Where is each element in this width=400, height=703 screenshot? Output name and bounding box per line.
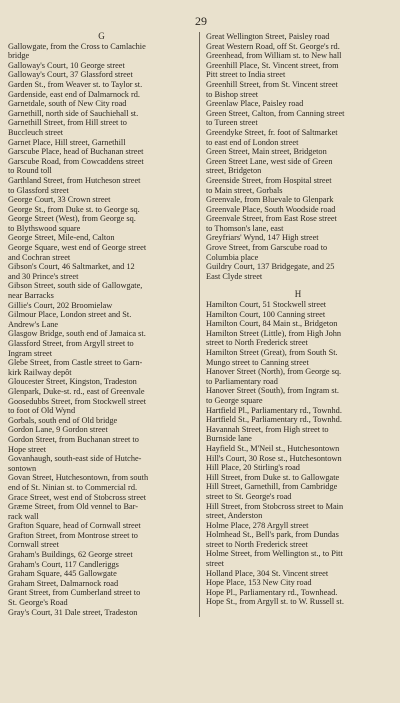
directory-entry: [206, 300, 390, 310]
directory-entry: [206, 233, 390, 243]
entry-line: Gordon Street, from Buchanan street to: [8, 434, 139, 444]
entry-line: Grant Street, from Cumberland street to: [8, 588, 141, 598]
entry-line: Greendyke Street, fr. foot of Saltmarket: [206, 127, 338, 137]
entry-line: Graham Square, 445 Gallowgate: [8, 569, 117, 579]
entry-line: Graham Street, Dalmarnock road: [8, 578, 119, 588]
directory-entry: [206, 147, 390, 157]
entry-line: Hill Street, Garnethill, from Cambridge: [206, 482, 338, 492]
entry-continuation: to Parliamentary road: [206, 376, 278, 386]
entry-continuation: to George square: [206, 395, 263, 405]
section-letter-h: H: [294, 289, 302, 300]
entry-continuation: bridge: [8, 51, 30, 61]
directory-entry: [8, 157, 195, 176]
directory-entry: [8, 339, 195, 358]
directory-entry: [206, 80, 390, 99]
entry-continuation: East Clyde street: [206, 271, 263, 281]
directory-entry: [8, 608, 195, 618]
entry-continuation: Andrew's Lane: [8, 319, 59, 329]
entry-line: Garnetdale, south of New City road: [8, 99, 127, 109]
entry-line: Gordon Lane, 9 Gordon street: [8, 425, 108, 435]
entry-line: Hope St., from Argyll st. to W. Russell st.: [206, 597, 344, 607]
directory-entry: [206, 415, 390, 425]
entry-line: Hamilton Street (Great), from South St.: [206, 348, 338, 357]
entry-line: Greenlaw Place, Paisley road: [206, 99, 304, 109]
entry-line: Hamilton Street (Little), from High John: [206, 328, 342, 338]
entry-line: Hamilton Court, 84 Main st., Bridgeton: [206, 319, 338, 329]
entry-line: George St., from Duke st. to George sq.: [8, 204, 140, 214]
entry-line: Greenvale Street, from East Rose street: [206, 214, 337, 224]
entry-line: Holmhead St., Bell's park, from Dundas: [206, 530, 339, 540]
entry-continuation: Cornwall street: [8, 540, 59, 550]
entry-line: Hanover Street (North), from George sq.: [206, 367, 342, 377]
entry-continuation: Hope street: [8, 444, 47, 454]
entry-line: Glassford Street, from Argyll street to: [8, 339, 134, 348]
directory-entry: [206, 444, 390, 454]
entry-line: Gardenside, east end of Dalmarnock rd.: [8, 89, 141, 99]
page-number: 29: [195, 14, 207, 28]
directory-entry: [8, 425, 195, 435]
directory-entry: [206, 109, 390, 128]
entry-continuation: St. George's Road: [8, 598, 68, 608]
entry-continuation: Pitt street to India street: [206, 70, 286, 80]
entry-line: Hartfield Pl., Parliamentary rd., Townhd.: [206, 405, 342, 415]
directory-entry: [206, 42, 390, 52]
entry-continuation: to Main street, Gorbals: [206, 185, 283, 195]
entry-continuation: street, Anderston: [206, 511, 263, 521]
entry-continuation: and Cochran street: [8, 252, 71, 262]
directory-entry: [8, 90, 195, 100]
entry-continuation: to Bishop street: [206, 89, 259, 99]
directory-entry: [8, 579, 195, 589]
entry-line: Hartfield St., Parliamentary rd., Townhd.: [206, 415, 342, 425]
directory-entry: [8, 569, 195, 579]
entry-line: Glenpark, Duke-st. rd., east of Greenvale: [8, 386, 145, 396]
directory-entry: [206, 176, 390, 195]
entry-line: George Court, 33 Crown street: [8, 195, 111, 205]
entry-line: Græme Street, from Old vennel to Bar-: [8, 502, 139, 512]
entry-continuation: street to North Frederick street: [206, 338, 308, 348]
entry-line: Garnethill Street, from Hill street to: [8, 118, 127, 128]
entry-continuation: kirk Railway depôt: [8, 367, 72, 377]
entry-continuation: street to North Frederick street: [206, 539, 308, 549]
directory-entry: [8, 147, 195, 157]
directory-entry: [8, 560, 195, 570]
directory-entry: [8, 502, 195, 521]
entry-line: Hayfield St., M'Neil st., Hutchesontown: [206, 443, 340, 453]
entry-line: Grace Street, west end of Stobcross street: [8, 492, 147, 502]
entry-continuation: Mungo street to Canning street: [206, 357, 309, 367]
directory-entry: [8, 262, 195, 281]
entry-line: Green Street, Calton, from Canning street: [206, 108, 345, 118]
directory-entry: [206, 521, 390, 531]
entry-line: Grafton Street, from Montrose street to: [8, 530, 138, 540]
entry-continuation: and 30 Prince's street: [8, 271, 79, 281]
entry-line: Glebe Street, from Castle street to Garn-: [8, 358, 143, 368]
entry-continuation: end of St. Ninian st. to Commercial rd.: [8, 482, 138, 492]
directory-entry: [206, 310, 390, 320]
directory-entry: [8, 358, 195, 377]
directory-entry: [8, 99, 195, 109]
entry-line: Greenhill Place, St. Vincent street, from: [206, 60, 339, 70]
right-entries-before-h: [206, 32, 390, 281]
entry-line: Hanover Street (South), from Ingram st.: [206, 386, 339, 396]
directory-entry: [8, 521, 195, 531]
directory-entry: [206, 195, 390, 205]
entry-continuation: Buccleuch street: [8, 127, 64, 137]
entry-line: Garnethill, north side of Sauchiehall st.: [8, 108, 139, 118]
directory-entry: [8, 377, 195, 387]
directory-entry: [8, 176, 195, 195]
entry-line: Graham's Court, 117 Candleriggs: [8, 559, 119, 569]
directory-entry: [8, 195, 195, 205]
entry-line: Green Street Lane, west side of Green: [206, 156, 333, 166]
entry-line: Greyfriars' Wynd, 147 High street: [206, 233, 319, 243]
entry-line: Green Street, Main street, Bridgeton: [206, 147, 327, 157]
directory-entry: [8, 281, 195, 300]
entry-line: Great Wellington Street, Paisley road: [206, 32, 330, 41]
entry-line: Holme Place, 278 Argyll street: [206, 520, 309, 530]
entry-line: Graham's Buildings, 62 George street: [8, 550, 133, 560]
directory-entry: [206, 99, 390, 109]
directory-entry: [206, 588, 390, 598]
entry-line: Garscube Place, head of Buchanan street: [8, 147, 144, 157]
left-entries: [8, 42, 195, 618]
directory-entry: [8, 397, 195, 416]
directory-entry: [8, 205, 195, 215]
entry-line: George Street, Mile-end, Calton: [8, 233, 115, 243]
directory-entry: [206, 482, 390, 501]
entry-continuation: Columbia place: [206, 252, 259, 262]
entry-line: Gorbals, south end of Old bridge: [8, 415, 118, 425]
directory-entry: [206, 205, 390, 215]
entry-line: Gloucester Street, Kingston, Tradeston: [8, 377, 137, 387]
section-letter-g: G: [98, 31, 105, 41]
entry-line: Grove Street, from Garscube road to: [206, 243, 328, 253]
entry-continuation: sontown: [8, 463, 37, 473]
directory-entry: [8, 118, 195, 137]
directory-entry: [206, 319, 390, 329]
entry-line: George Square, west end of George street: [8, 243, 147, 253]
entry-continuation: street: [206, 559, 224, 569]
directory-entry: [206, 157, 390, 176]
entry-line: Hope Place, 153 New City road: [206, 578, 312, 588]
entry-line: Goosedubbs Street, from Stockwell street: [8, 396, 147, 406]
directory-entry: [206, 463, 390, 473]
entry-continuation: Burnside lane: [206, 434, 252, 444]
entry-continuation: to Tureen street: [206, 118, 258, 128]
entry-continuation: Ingram street: [8, 348, 53, 358]
directory-entry: [206, 386, 390, 405]
entry-continuation: to foot of Old Wynd: [8, 406, 76, 416]
directory-entry: [206, 367, 390, 386]
directory-entry: [206, 406, 390, 416]
entry-line: Gallowgate, from the Cross to Camlachie: [8, 41, 146, 51]
directory-entry: [206, 578, 390, 588]
entry-line: Gillie's Court, 202 Broomielaw: [8, 300, 113, 310]
entry-line: Hill Place, 20 Stirling's road: [206, 463, 300, 473]
directory-entry: [8, 80, 195, 90]
directory-entry: [8, 243, 195, 262]
columns: [8, 32, 394, 617]
entry-line: Grafton Square, head of Cornwall street: [8, 521, 141, 531]
directory-entry: [206, 530, 390, 549]
entry-line: Govanhaugh, south-east side of Hutche-: [8, 454, 142, 464]
entry-line: Havannah Street, from High street to: [206, 424, 329, 434]
entry-continuation: to east end of London street: [206, 137, 299, 147]
directory-entry: [206, 262, 390, 281]
entry-line: Holme Street, from Wellington st., to Pitt: [206, 549, 343, 559]
directory-entry: [206, 243, 390, 262]
entry-line: Hamilton Court, 51 Stockwell street: [206, 300, 327, 310]
entry-line: Greenvale, from Bluevale to Glenpark: [206, 195, 334, 205]
right-column: [199, 32, 390, 617]
entry-line: Greenhill Street, from St. Vincent street: [206, 79, 338, 89]
entry-line: Greenhead, from William st. to New hall: [206, 51, 342, 61]
entry-continuation: to Round toll: [8, 166, 52, 176]
entry-line: Holland Place, 304 St. Vincent street: [206, 568, 329, 578]
directory-entry: [8, 301, 195, 311]
directory-entry: [8, 387, 195, 397]
entry-line: Gray's Court, 31 Dale street, Tradeston: [8, 607, 138, 617]
directory-entry: [8, 310, 195, 329]
directory-entry: [206, 329, 390, 348]
directory-entry: [8, 70, 195, 80]
directory-entry: [206, 61, 390, 80]
directory-entry: [206, 502, 390, 521]
directory-entry: [8, 531, 195, 550]
entry-line: Garnet Place, Hill street, Garnethill: [8, 137, 126, 147]
entry-line: Galloway's Court, 10 George street: [8, 60, 125, 70]
directory-entry: [8, 214, 195, 233]
entry-line: Hope Pl., Parliamentary rd., Townhead.: [206, 587, 338, 597]
entry-line: Gilmour Place, London street and St.: [8, 310, 132, 320]
entry-line: Gibson Street, south side of Gallowgate,: [8, 281, 143, 291]
directory-entry: [8, 416, 195, 426]
directory-entry: [8, 329, 195, 339]
directory-entry: [206, 569, 390, 579]
directory-entry: [206, 425, 390, 444]
entry-continuation: near Barracks: [8, 291, 54, 301]
directory-entry: [8, 61, 195, 71]
entry-continuation: to Glassford street: [8, 185, 69, 195]
directory-entry: [8, 42, 195, 61]
entry-line: Govan Street, Hutchesontown, from south: [8, 473, 149, 483]
entry-line: Guildry Court, 137 Bridgegate, and 25: [206, 262, 335, 272]
entry-line: Great Western Road, off St. George's rd.: [206, 41, 340, 51]
directory-entry: [206, 549, 390, 568]
directory-entry: [8, 588, 195, 607]
entry-continuation: street, Bridgeton: [206, 166, 262, 176]
directory-entry: [206, 454, 390, 464]
directory-entry: [206, 348, 390, 367]
left-column: [8, 32, 199, 617]
entry-line: Garden St., from Weaver st. to Taylor st.: [8, 79, 143, 89]
entry-continuation: to Thomson's lane, east: [206, 223, 284, 233]
directory-entry: [206, 597, 390, 607]
entry-line: Greenvale Place, South Woodside road: [206, 204, 336, 214]
entry-continuation: to Blythswood square: [8, 223, 81, 233]
directory-entry: [8, 435, 195, 454]
entry-continuation: rack wall: [8, 511, 39, 521]
entry-line: Hill's Court, 30 Rose st., Hutchesontown: [206, 453, 342, 463]
directory-entry: [8, 550, 195, 560]
entry-line: George Street (West), from George sq.: [8, 214, 136, 224]
directory-entry: [8, 138, 195, 148]
entry-line: Hill Street, from Stobcross street to Main: [206, 501, 344, 511]
directory-entry: [206, 32, 390, 42]
entry-line: Hill Street, from Duke st. to Gallowgate: [206, 472, 340, 482]
entry-line: Gibson's Court, 46 Saltmarket, and 12: [8, 262, 135, 272]
entry-line: Greenside Street, from Hospital street: [206, 175, 332, 185]
directory-entry: [206, 214, 390, 233]
entry-line: Galloway's Court, 37 Glassford street: [8, 70, 133, 80]
right-entries-after-h: [206, 300, 390, 607]
directory-entry: [206, 128, 390, 147]
directory-entry: [8, 454, 195, 473]
directory-entry: [206, 473, 390, 483]
directory-entry: [8, 233, 195, 243]
entry-continuation: street to St. George's road: [206, 491, 292, 501]
entry-line: Garscube Road, from Cowcaddens street: [8, 156, 144, 166]
entry-line: Garthland Street, from Hutcheson street: [8, 175, 141, 185]
entry-line: Hamilton Court, 100 Canning street: [206, 309, 326, 319]
entry-line: Glasgow Bridge, south end of Jamaica st.: [8, 329, 146, 339]
directory-entry: [8, 473, 195, 492]
directory-entry: [8, 109, 195, 119]
directory-entry: [206, 51, 390, 61]
directory-entry: [8, 493, 195, 503]
